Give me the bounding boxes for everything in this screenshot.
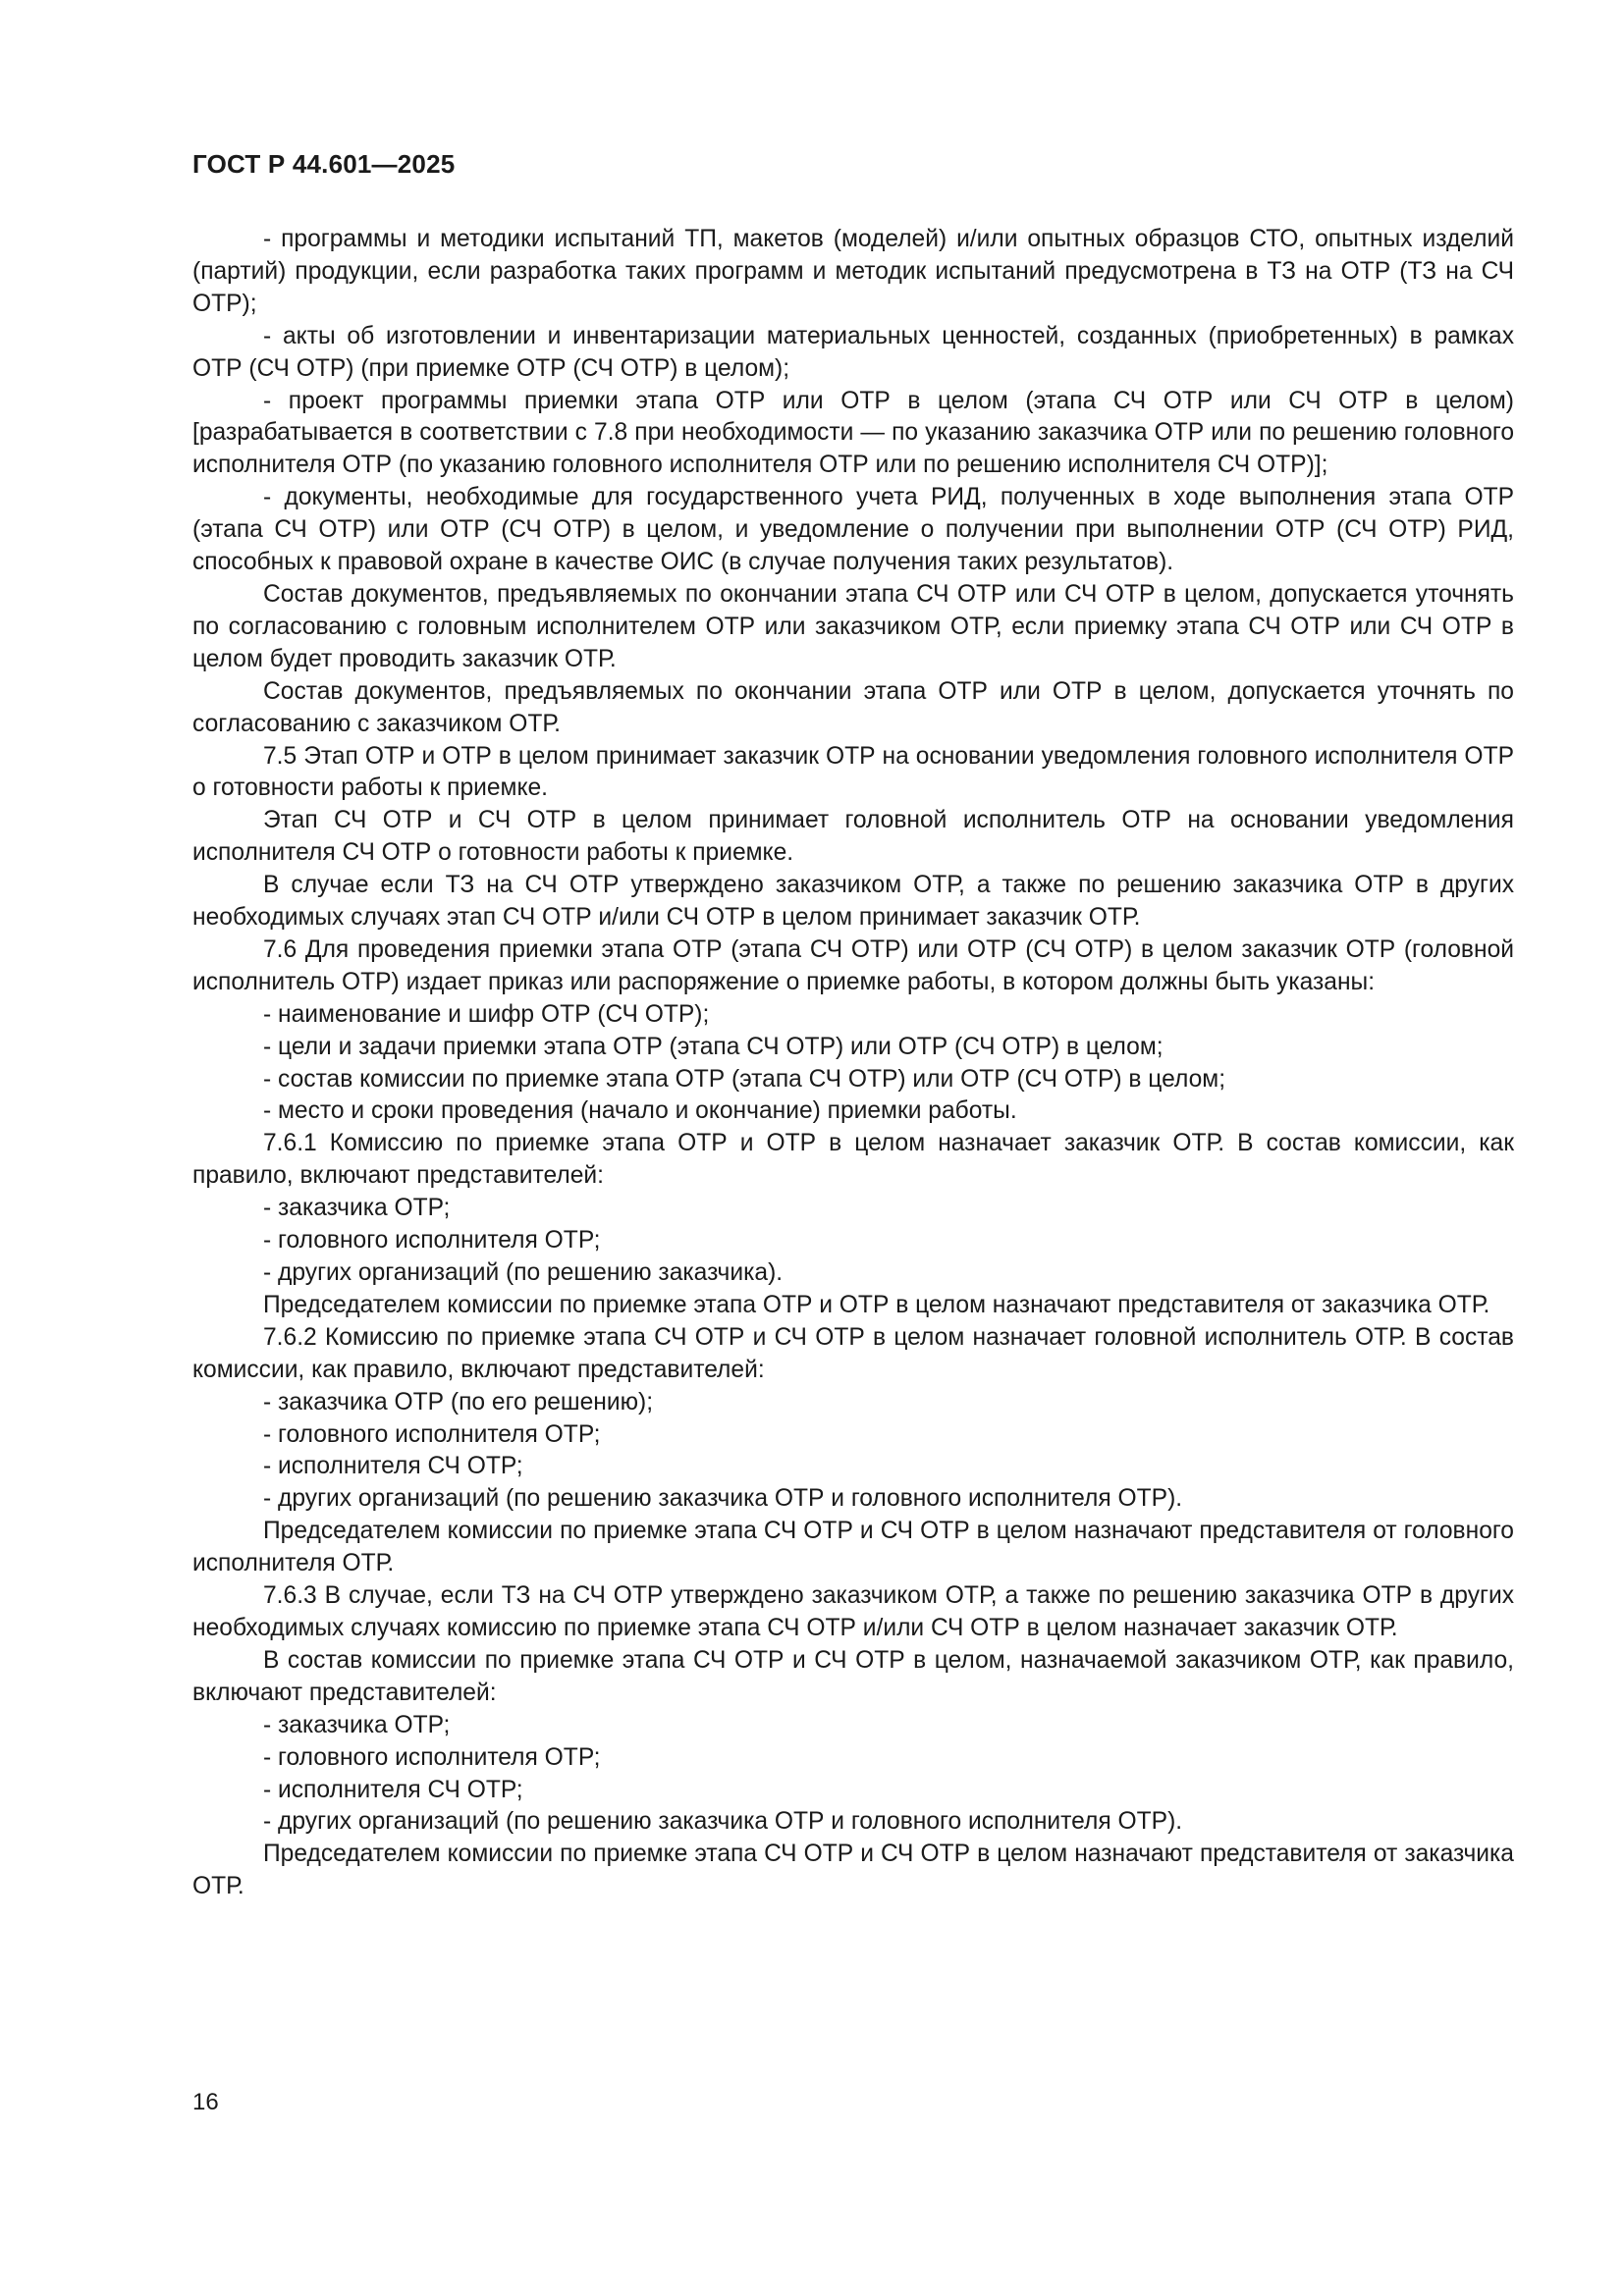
list-item: - исполнителя СЧ ОТР;: [263, 1776, 523, 1803]
page-number: 16: [192, 2089, 219, 2115]
paragraph: 7.5 Этап ОТР и ОТР в целом принимает заказчик ОТР на основании уведомления головного исполнителя ОТР о готовности работы к приемке.: [192, 742, 1514, 802]
paragraph: Председателем комиссии по приемке этапа СЧ ОТР и СЧ ОТР в целом назначают представителя от головного исполнителя ОТР.: [192, 1518, 1514, 1577]
list-item: - наименование и шифр ОТР (СЧ ОТР);: [263, 1000, 710, 1028]
list-item: - исполнителя СЧ ОТР;: [263, 1453, 523, 1480]
document-header: ГОСТ Р 44.601—2025: [192, 149, 456, 179]
list-item: - место и сроки проведения (начало и окончание) приемки работы.: [263, 1097, 1017, 1125]
paragraph: - документы, необходимые для государственного учета РИД, полученных в ходе выполнения этапа ОТР (этапа СЧ ОТР) или ОТР (СЧ ОТР) в целом, и уведомление о получении при выполнении ОТР (СЧ ОТР) РИД, способных к правовой охране в качестве ОИС (в случае получения таких результатов).: [192, 484, 1514, 576]
list-item: - головного исполнителя ОТР;: [263, 1227, 601, 1255]
list-item: - заказчика ОТР (по его решению);: [263, 1388, 654, 1415]
list-item: - других организаций (по решению заказчика ОТР и головного исполнителя ОТР).: [263, 1808, 1183, 1836]
list-item: - цели и задачи приемки этапа ОТР (этапа СЧ ОТР) или ОТР (СЧ ОТР) в целом;: [263, 1033, 1164, 1060]
list-item: - заказчика ОТР;: [263, 1195, 451, 1222]
paragraph: Председателем комиссии по приемке этапа ОТР и ОТР в целом назначают представителя от заказчика ОТР.: [263, 1291, 1490, 1318]
paragraph: - программы и методики испытаний ТП, макетов (моделей) и/или опытных образцов СТО, опытных изделий (партий) продукции, если разработка таких программ и методик испытаний предусмотрена в ТЗ на ОТР (ТЗ на СЧ ОТР);: [192, 226, 1514, 317]
list-item: - головного исполнителя ОТР;: [263, 1420, 601, 1448]
paragraph: 7.6 Для проведения приемки этапа ОТР (этапа СЧ ОТР) или ОТР (СЧ ОТР) в целом заказчик ОТР (головной исполнитель ОТР) издает приказ или распоряжение о приемке работы, в котором должны быть указаны:: [192, 935, 1514, 995]
paragraph: Этап СЧ ОТР и СЧ ОТР в целом принимает головной исполнитель ОТР на основании уведомления исполнителя СЧ ОТР о готовности работы к приемке.: [192, 807, 1514, 867]
paragraph: 7.6.1 Комиссию по приемке этапа ОТР и ОТР в целом назначает заказчик ОТР. В состав комиссии, как правило, включают представителей:: [192, 1130, 1514, 1190]
paragraph: В состав комиссии по приемке этапа СЧ ОТР и СЧ ОТР в целом, назначаемой заказчиком ОТР, как правило, включают представителей:: [192, 1646, 1514, 1706]
paragraph: - акты об изготовлении и инвентаризации материальных ценностей, созданных (приобретенных) в рамках ОТР (СЧ ОТР) (при приемке ОТР (СЧ ОТР) в целом);: [192, 322, 1514, 382]
list-item: - состав комиссии по приемке этапа ОТР (этапа СЧ ОТР) или ОТР (СЧ ОТР) в целом;: [263, 1065, 1226, 1093]
document-body: [192, 224, 1514, 1903]
list-item: - других организаций (по решению заказчика ОТР и головного исполнителя ОТР).: [263, 1485, 1183, 1513]
list-item: - головного исполнителя ОТР;: [263, 1743, 601, 1771]
paragraph: 7.6.2 Комиссию по приемке этапа СЧ ОТР и СЧ ОТР в целом назначает головной исполнитель ОТР. В состав комиссии, как правило, включают представителей:: [192, 1323, 1514, 1383]
paragraph: 7.6.3 В случае, если ТЗ на СЧ ОТР утверждено заказчиком ОТР, а также по решению заказчика ОТР в других необходимых случаях комиссию по приемке этапа СЧ ОТР и/или СЧ ОТР в целом назначает заказчик ОТР.: [192, 1582, 1514, 1641]
paragraph: В случае если ТЗ на СЧ ОТР утверждено заказчиком ОТР, а также по решению заказчика ОТР в других необходимых случаях этап СЧ ОТР и/или СЧ ОТР в целом принимает заказчик ОТР.: [192, 872, 1514, 932]
paragraph: - проект программы приемки этапа ОТР или ОТР в целом (этапа СЧ ОТР или СЧ ОТР в целом) [разрабатывается в соответствии с 7.8 при необходимости — по указанию заказчика ОТР или по решению головного исполнителя ОТР (по указанию головного исполнителя ОТР или по решению исполнителя СЧ ОТР)];: [192, 387, 1514, 479]
paragraph: Состав документов, предъявляемых по окончании этапа ОТР или ОТР в целом, допускается уточнять по согласованию с заказчиком ОТР.: [192, 677, 1514, 737]
paragraph: Председателем комиссии по приемке этапа СЧ ОТР и СЧ ОТР в целом назначают представителя от заказчика ОТР.: [192, 1841, 1514, 1900]
list-item: - заказчика ОТР;: [263, 1711, 451, 1738]
paragraph: Состав документов, предъявляемых по окончании этапа СЧ ОТР или СЧ ОТР в целом, допускается уточнять по согласованию с головным исполнителем ОТР или заказчиком ОТР, если приемку этапа СЧ ОТР или СЧ ОТР в целом будет проводить заказчик ОТР.: [192, 580, 1514, 672]
list-item: - других организаций (по решению заказчика).: [263, 1259, 784, 1286]
